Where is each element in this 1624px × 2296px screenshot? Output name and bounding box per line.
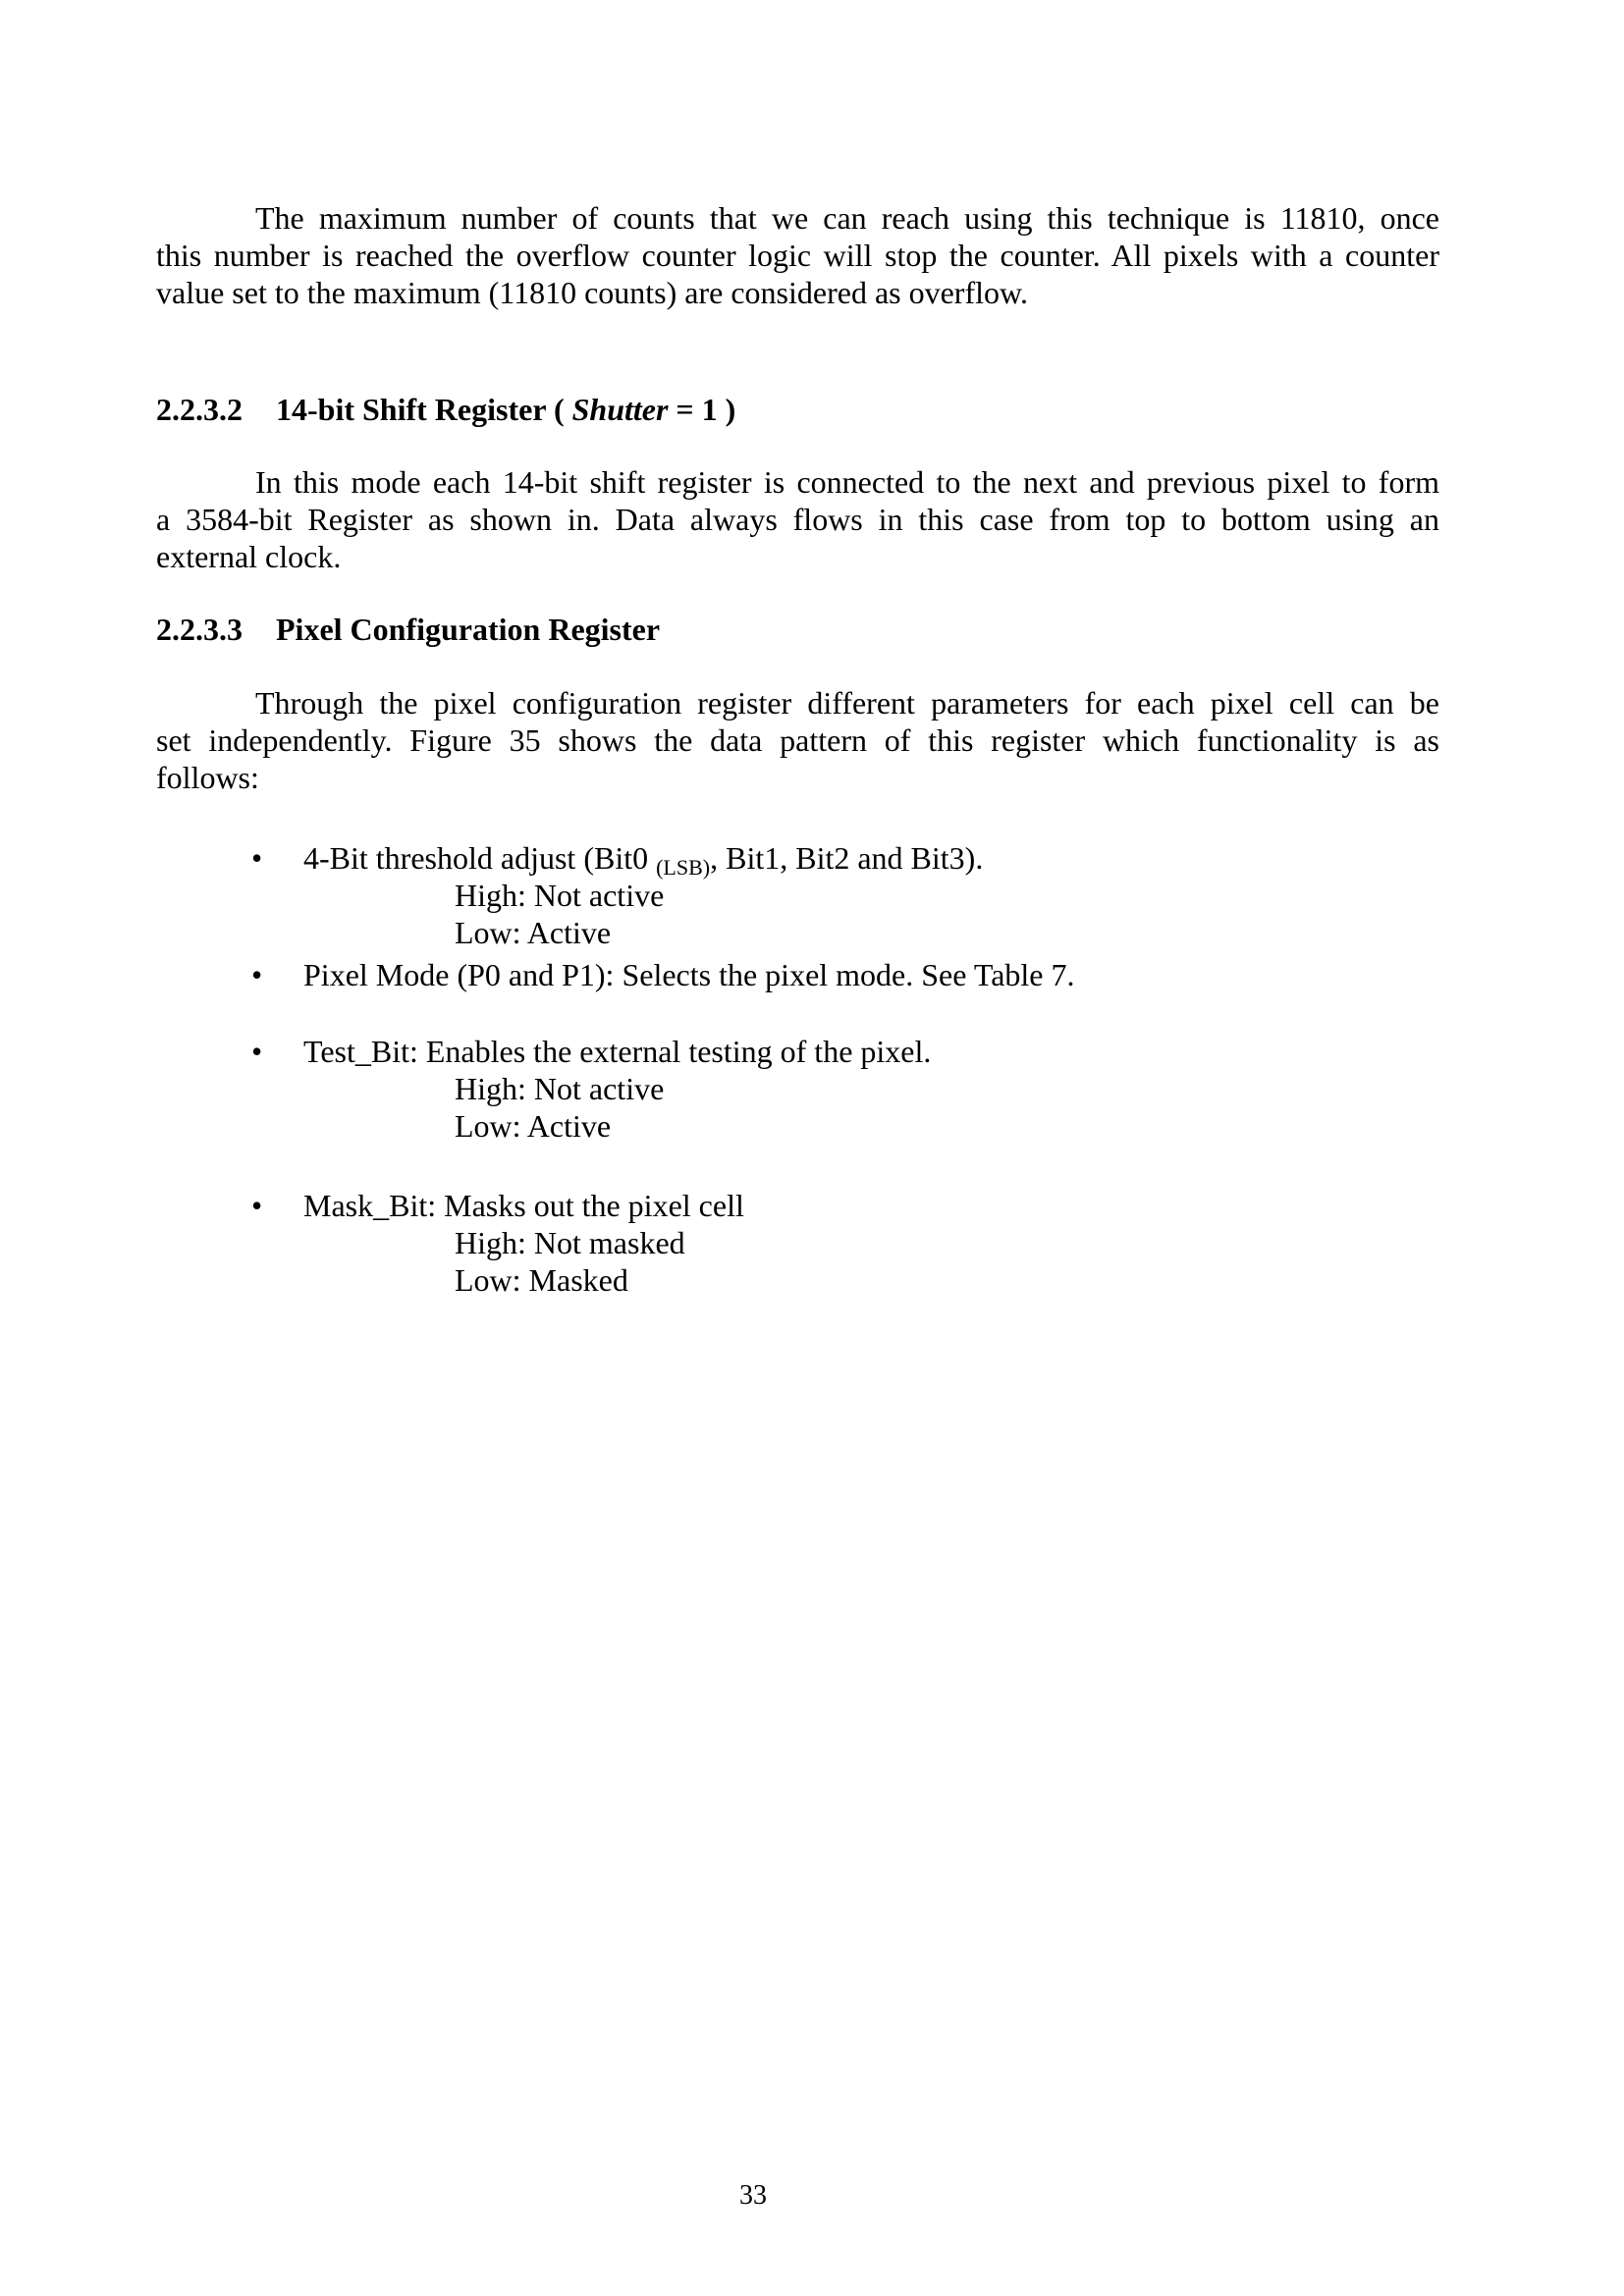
paragraph-line: a 3584-bit Register as shown in. Data always flows in this case from top to bottom using an [156,502,1439,537]
section-heading-2233 [156,611,660,648]
bullet-subline: Low: Active [455,1108,612,1144]
bullet-icon: • [251,1034,263,1069]
bullet-icon: • [251,1188,263,1223]
bullet-text: Pixel Mode (P0 and P1): Selects the pixel mode. See Table 7. [303,957,1075,992]
paragraph-line: In this mode each 14-bit shift register is connected to the next and previous pixel to form [255,464,1439,500]
section-title-part: 14-bit Shift Register ( [276,392,572,427]
paragraph-line: set independently. Figure 35 shows the data pattern of this register which functionality is as [156,722,1439,758]
bullet-text: Mask_Bit: Masks out the pixel cell [303,1188,744,1223]
section-title-part: = 1 ) [668,392,736,427]
bullet-icon: • [251,957,263,992]
subscript-lsb: (LSB) [656,855,711,880]
paragraph-line: The maximum number of counts that we can reach using this technique is 11810, once [255,200,1439,236]
paragraph-line: this number is reached the overflow counter logic will stop the counter. All pixels with a counter [156,238,1439,273]
bullet-text: Test_Bit: Enables the external testing of the pixel. [303,1034,932,1069]
paragraph-overflow-counter [156,199,1439,311]
bullet-subline: High: Not masked [455,1225,685,1260]
bullet-subline: Low: Active [455,915,612,950]
bullet-text-part: 4-Bit threshold adjust (Bit0 [303,840,657,876]
section-number: 2.2.3.2 [156,392,243,427]
bullet-subline: High: Not active [455,878,665,913]
page-number: 33 [739,2180,767,2211]
bullet-subline: High: Not active [455,1071,665,1106]
bullet-subline: Low: Masked [455,1262,628,1298]
paragraph-pixel-configuration [156,684,1439,796]
paragraph-line: Through the pixel configuration register different parameters for each pixel cell can be [255,685,1439,721]
section-title-italic: Shutter [571,392,669,427]
paragraph-line: value set to the maximum (11810 counts) are considered as overflow. [156,275,1029,310]
bullet-icon: • [251,840,263,876]
bullet-text-part: , Bit1, Bit2 and Bit3). [710,840,984,876]
paragraph-line: external clock. [156,539,342,574]
paragraph-shift-register [156,463,1439,575]
section-title: Pixel Configuration Register [276,612,661,647]
paragraph-line: follows: [156,760,259,795]
section-number: 2.2.3.3 [156,612,243,647]
section-heading-2232 [156,391,735,428]
